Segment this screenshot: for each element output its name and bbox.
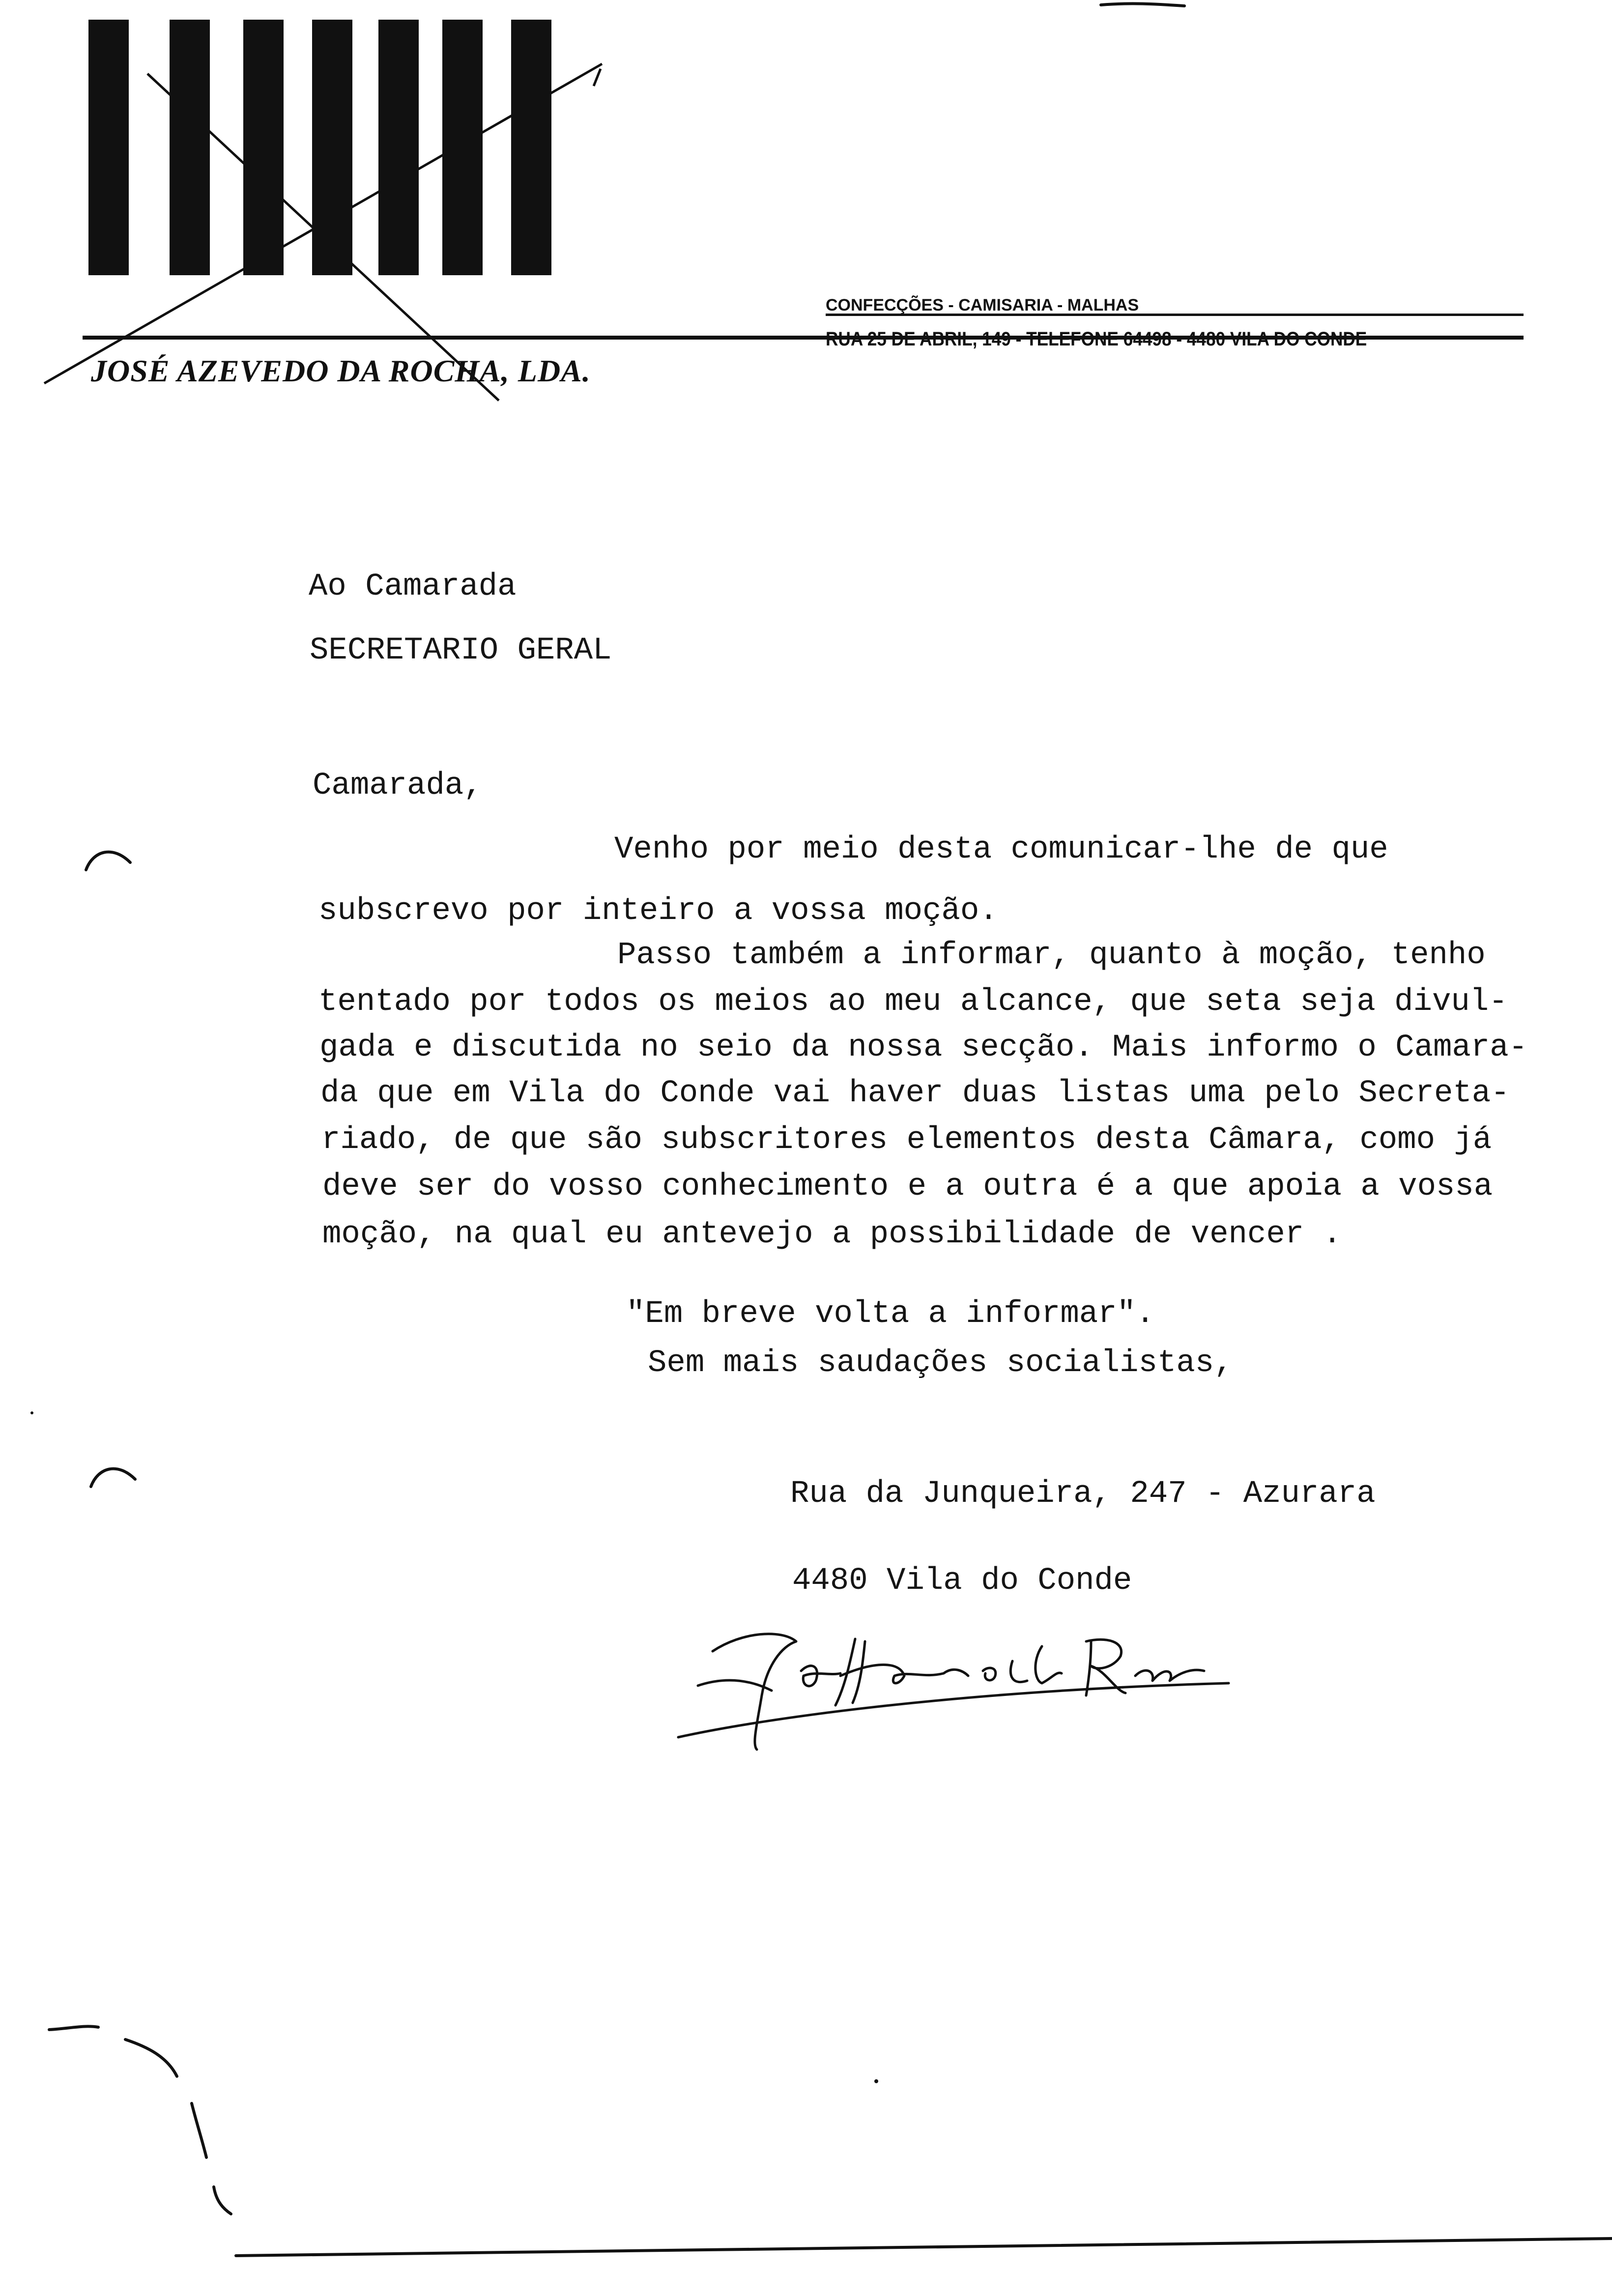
company-name: JOSÉ AZEVEDO DA ROCHA, LDA.: [91, 353, 591, 388]
salutation: Camarada,: [313, 768, 483, 804]
body-line: riado, de que são subscritores elementos desta Câmara, como já: [321, 1122, 1492, 1158]
closing-quote: "Em breve volta a informar".: [626, 1296, 1155, 1332]
sender-address-line-2: 4480 Vila do Conde: [792, 1563, 1132, 1599]
body-line: deve ser do vosso conhecimento e a outra é a que apoia a vossa: [322, 1169, 1493, 1205]
handwritten-signature: [668, 1612, 1268, 1759]
body-line: moção, na qual eu antevejo a possibilidade de vencer .: [322, 1217, 1342, 1252]
company-address: RUA 25 DE ABRIL, 149 - TELEFONE 64498 - 4480 VILA DO CONDE: [826, 328, 1367, 350]
business-line: CONFECÇÕES - CAMISARIA - MALHAS: [826, 296, 1139, 315]
recipient-line-1: Ao Camarada: [309, 569, 517, 604]
body-line: Venho por meio desta comunicar-lhe de que: [614, 832, 1388, 867]
body-line: da que em Vila do Conde vai haver duas listas uma pelo Secreta-: [320, 1076, 1510, 1111]
body-line: Passo também a informar, quanto à moção, tenho: [617, 938, 1486, 973]
body-line: gada e discutida no seio da nossa secção. Mais informo o Camara-: [319, 1030, 1527, 1065]
recipient-line-2: SECRETARIO GERAL: [310, 633, 612, 668]
body-line: subscrevo por inteiro a vossa moção.: [318, 893, 998, 929]
sender-address-line-1: Rua da Junqueira, 247 - Azurara: [790, 1476, 1376, 1512]
body-line: tentado por todos os meios ao meu alcance, que seta seja divul-: [318, 984, 1508, 1020]
company-logo: [0, 0, 639, 403]
valediction: Sem mais saudações socialistas,: [648, 1346, 1233, 1381]
